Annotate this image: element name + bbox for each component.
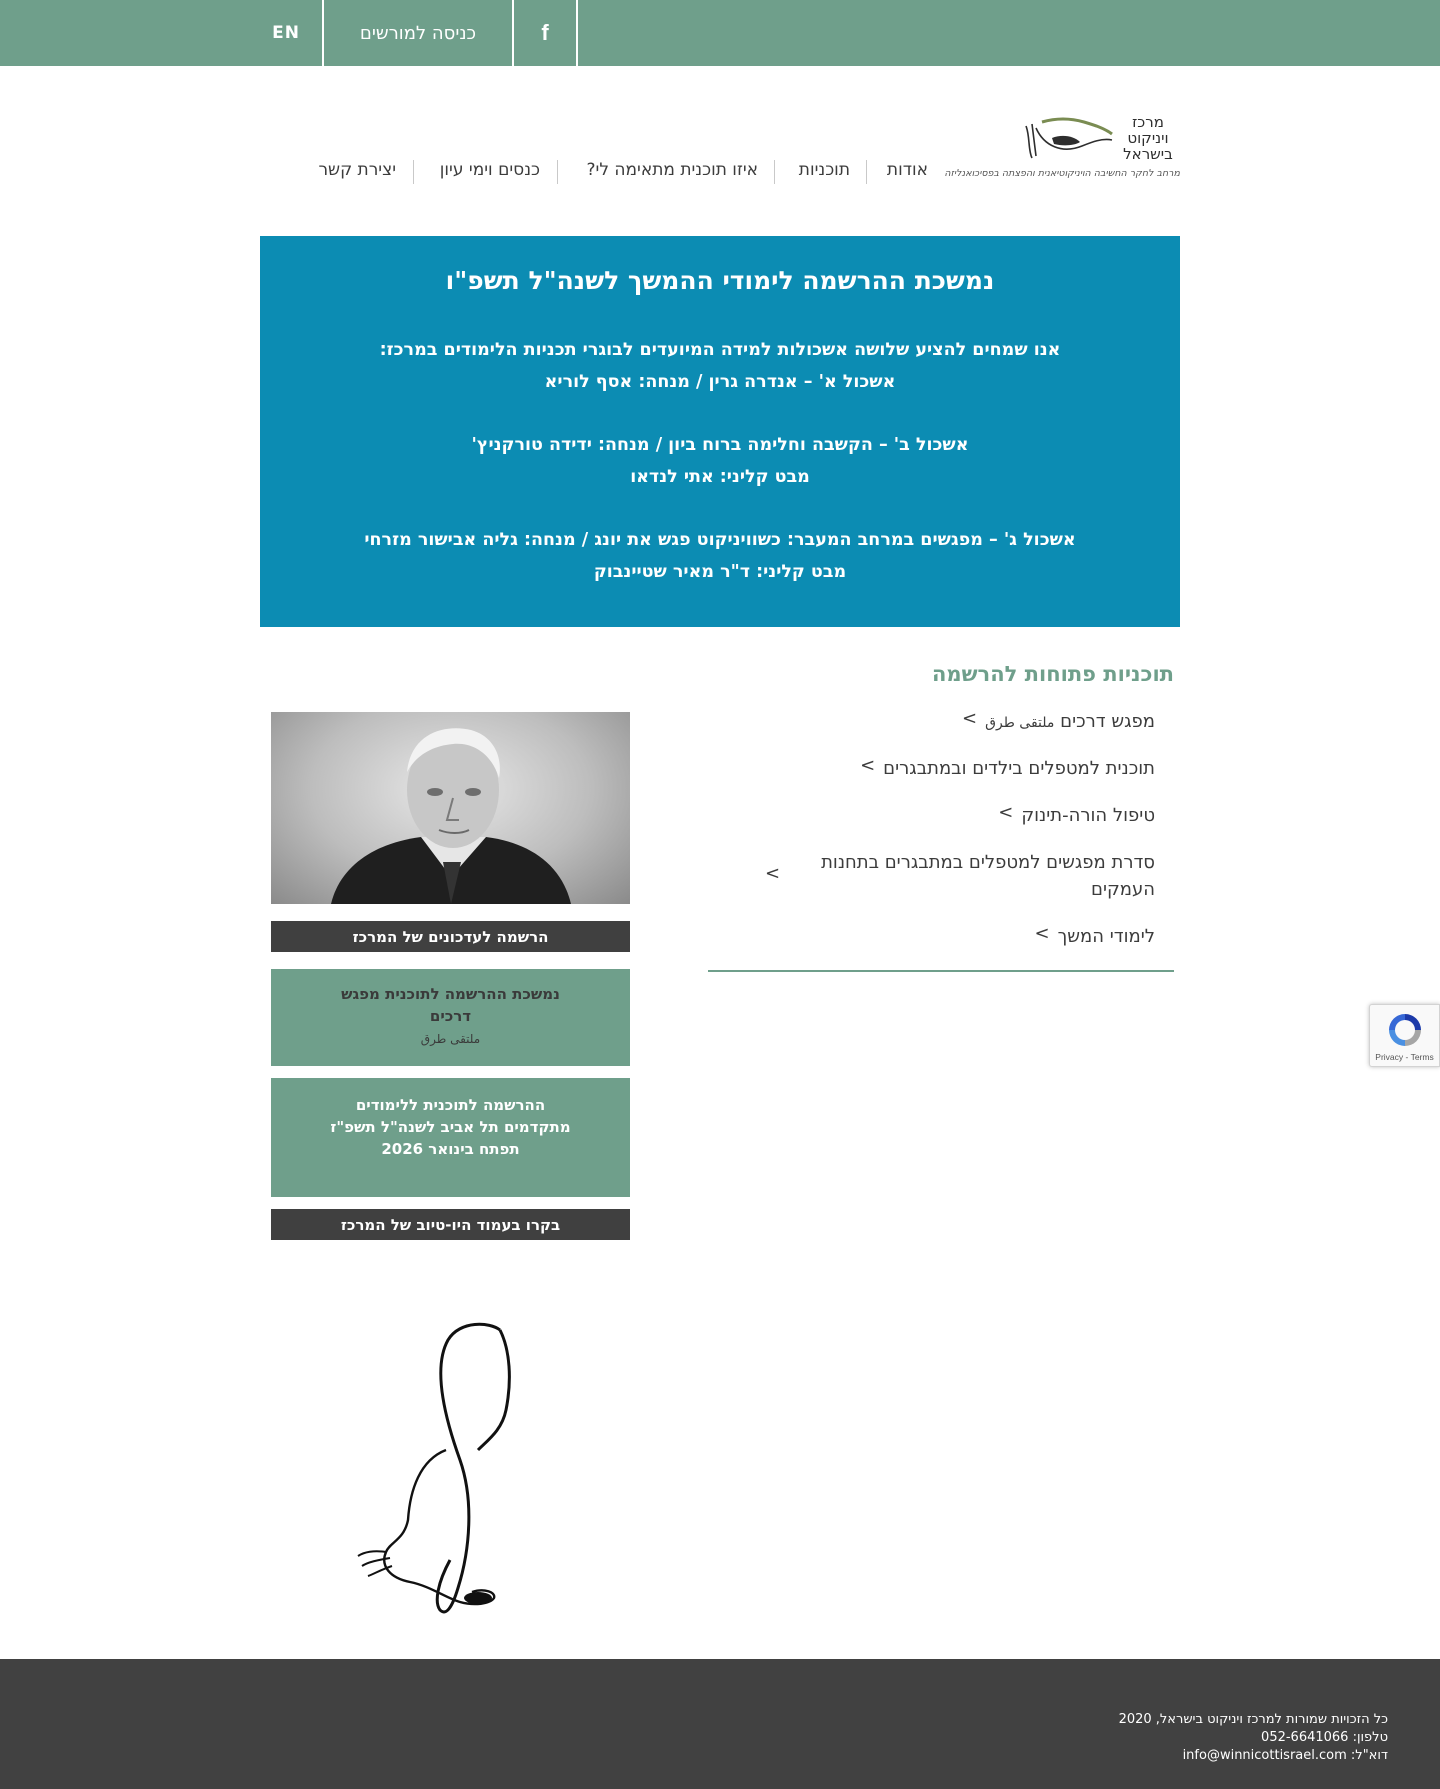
nav-divider bbox=[557, 160, 558, 184]
banner-line: אנו שמחים להציע שלושה אשכולות למידה המיועדים לבוגרי תכניות הלימודים במרכז: bbox=[379, 340, 1061, 360]
nav-item-conferences[interactable]: כנסים וימי עיון bbox=[439, 160, 540, 180]
recaptcha-badge[interactable] bbox=[1369, 1004, 1440, 1067]
banner-line: אשכול ג' – מפגשים במרחב המעבר: כשוויניקוט פגש את יונג / מנחה: גליה אבישור מזרחי bbox=[364, 530, 1076, 550]
banner-line: מבט קליני: אתי לנדאו bbox=[630, 467, 810, 487]
arrow-left-icon: > bbox=[765, 863, 781, 884]
program-link-label bbox=[985, 708, 1155, 737]
logo-name bbox=[1116, 114, 1180, 162]
banner-line: מבט קליני: ד"ר מאיר שטיינבוק bbox=[593, 562, 847, 582]
programs-title: תוכניות פתוחות להרשמה bbox=[932, 662, 1174, 686]
program-link-parent-infant[interactable] bbox=[998, 802, 1155, 829]
recaptcha-label[interactable]: Privacy - Terms bbox=[1375, 1052, 1434, 1062]
advanced-studies-registration-button[interactable] bbox=[271, 1078, 630, 1197]
nav-item-programs[interactable]: תוכניות bbox=[798, 160, 850, 180]
logo-tagline: מרחב לחקר החשיבה הויניקוטיאנית והפצתה בפסיכואנליזה bbox=[944, 168, 1180, 179]
facebook-icon[interactable]: f bbox=[541, 20, 549, 45]
squiggle-drawing-icon bbox=[350, 1320, 525, 1620]
program-link-label: טיפול הורה-תינוק bbox=[1021, 805, 1155, 826]
logo-drawing-icon bbox=[1022, 116, 1114, 164]
footer-phone bbox=[1261, 1730, 1388, 1745]
site-footer bbox=[0, 1659, 1440, 1789]
portrait-image bbox=[271, 712, 630, 904]
program-link-label: סדרת מפגשים למטפלים במתבגרים בתחנות העמקים bbox=[821, 852, 1155, 900]
advanced-studies-line: תפתח בינואר 2026 bbox=[381, 1140, 520, 1158]
nav-item-about[interactable]: אודות bbox=[886, 160, 928, 180]
program-link-children[interactable] bbox=[860, 755, 1155, 782]
footer-email bbox=[1183, 1748, 1388, 1763]
programs-divider bbox=[708, 970, 1174, 972]
member-login-link[interactable]: כניסה למורשים bbox=[359, 22, 477, 44]
site-logo[interactable] bbox=[944, 112, 1180, 186]
arrow-left-icon: > bbox=[962, 708, 978, 729]
nav-item-which-program[interactable]: איזו תוכנית מתאימה לי? bbox=[586, 160, 758, 180]
nav-divider bbox=[774, 160, 775, 184]
nav-item-contact[interactable]: יצירת קשר bbox=[318, 160, 396, 180]
footer-copyright: כל הזכויות שמורות למרכז ויניקוט בישראל, 2020 bbox=[1118, 1712, 1388, 1727]
top-bar-divider bbox=[576, 0, 578, 66]
footer-email-link[interactable]: info@winnicottisrael.com bbox=[1182, 1748, 1347, 1763]
arrow-left-icon: > bbox=[860, 755, 876, 776]
program-label: מפגש דרכים bbox=[1060, 711, 1155, 732]
program-label-arabic: ملتقى طرق bbox=[985, 715, 1055, 731]
banner-title: נמשכת ההרשמה לימודי ההמשך לשנה"ל תשפ"ו bbox=[445, 266, 995, 295]
program-link-label: תוכנית למטפלים בילדים ובמתבגרים bbox=[883, 758, 1155, 779]
crossroads-registration-arabic: ملتقى طرق bbox=[420, 1032, 481, 1046]
crossroads-registration-label: נמשכת ההרשמה לתוכנית מפגש דרכים bbox=[341, 985, 560, 1025]
youtube-channel-button[interactable]: בקרו בעמוד היו-טיוב של המרכז bbox=[271, 1209, 630, 1240]
advanced-studies-line: מתקדמים תל אביב לשנה"ל תשפ"ז bbox=[330, 1118, 571, 1136]
logo-name-line: בישראל bbox=[1123, 145, 1173, 163]
announcement-banner bbox=[260, 236, 1180, 627]
footer-phone-number[interactable]: 052-6641066 bbox=[1261, 1730, 1349, 1745]
portrait-photo bbox=[271, 712, 630, 904]
nav-divider bbox=[866, 160, 867, 184]
nav-divider bbox=[413, 160, 414, 184]
top-bar bbox=[0, 0, 1440, 66]
logo-name-line: ויניקוט bbox=[1127, 129, 1169, 147]
footer-email-label: דוא"ל: bbox=[1350, 1748, 1388, 1763]
program-link-crossroads[interactable] bbox=[962, 708, 1155, 737]
program-link-label: לימודי המשך bbox=[1057, 926, 1155, 947]
arrow-left-icon: > bbox=[1034, 923, 1050, 944]
banner-line: אשכול ב' – הקשבה וחלימה ברוח ביון / מנחה: ידידה טורקניץ' bbox=[471, 435, 969, 455]
program-link-adolescents-series[interactable] bbox=[765, 849, 1155, 903]
footer-phone-label: טלפון: bbox=[1352, 1730, 1388, 1745]
arrow-left-icon: > bbox=[998, 802, 1014, 823]
banner-line: אשכול א' – אנדרה גרין / מנחה: אסף לוריא bbox=[544, 372, 896, 392]
recaptcha-icon bbox=[1385, 1010, 1425, 1050]
program-link-continuing-studies[interactable] bbox=[1035, 923, 1155, 950]
newsletter-signup-button[interactable]: הרשמה לעדכונים של המרכז bbox=[271, 921, 630, 952]
language-switch-link[interactable]: EN bbox=[272, 23, 300, 43]
advanced-studies-line: ההרשמה לתוכנית ללימודים bbox=[355, 1096, 546, 1114]
crossroads-registration-button[interactable] bbox=[271, 969, 630, 1066]
logo-name-line: מרכז bbox=[1132, 113, 1164, 131]
